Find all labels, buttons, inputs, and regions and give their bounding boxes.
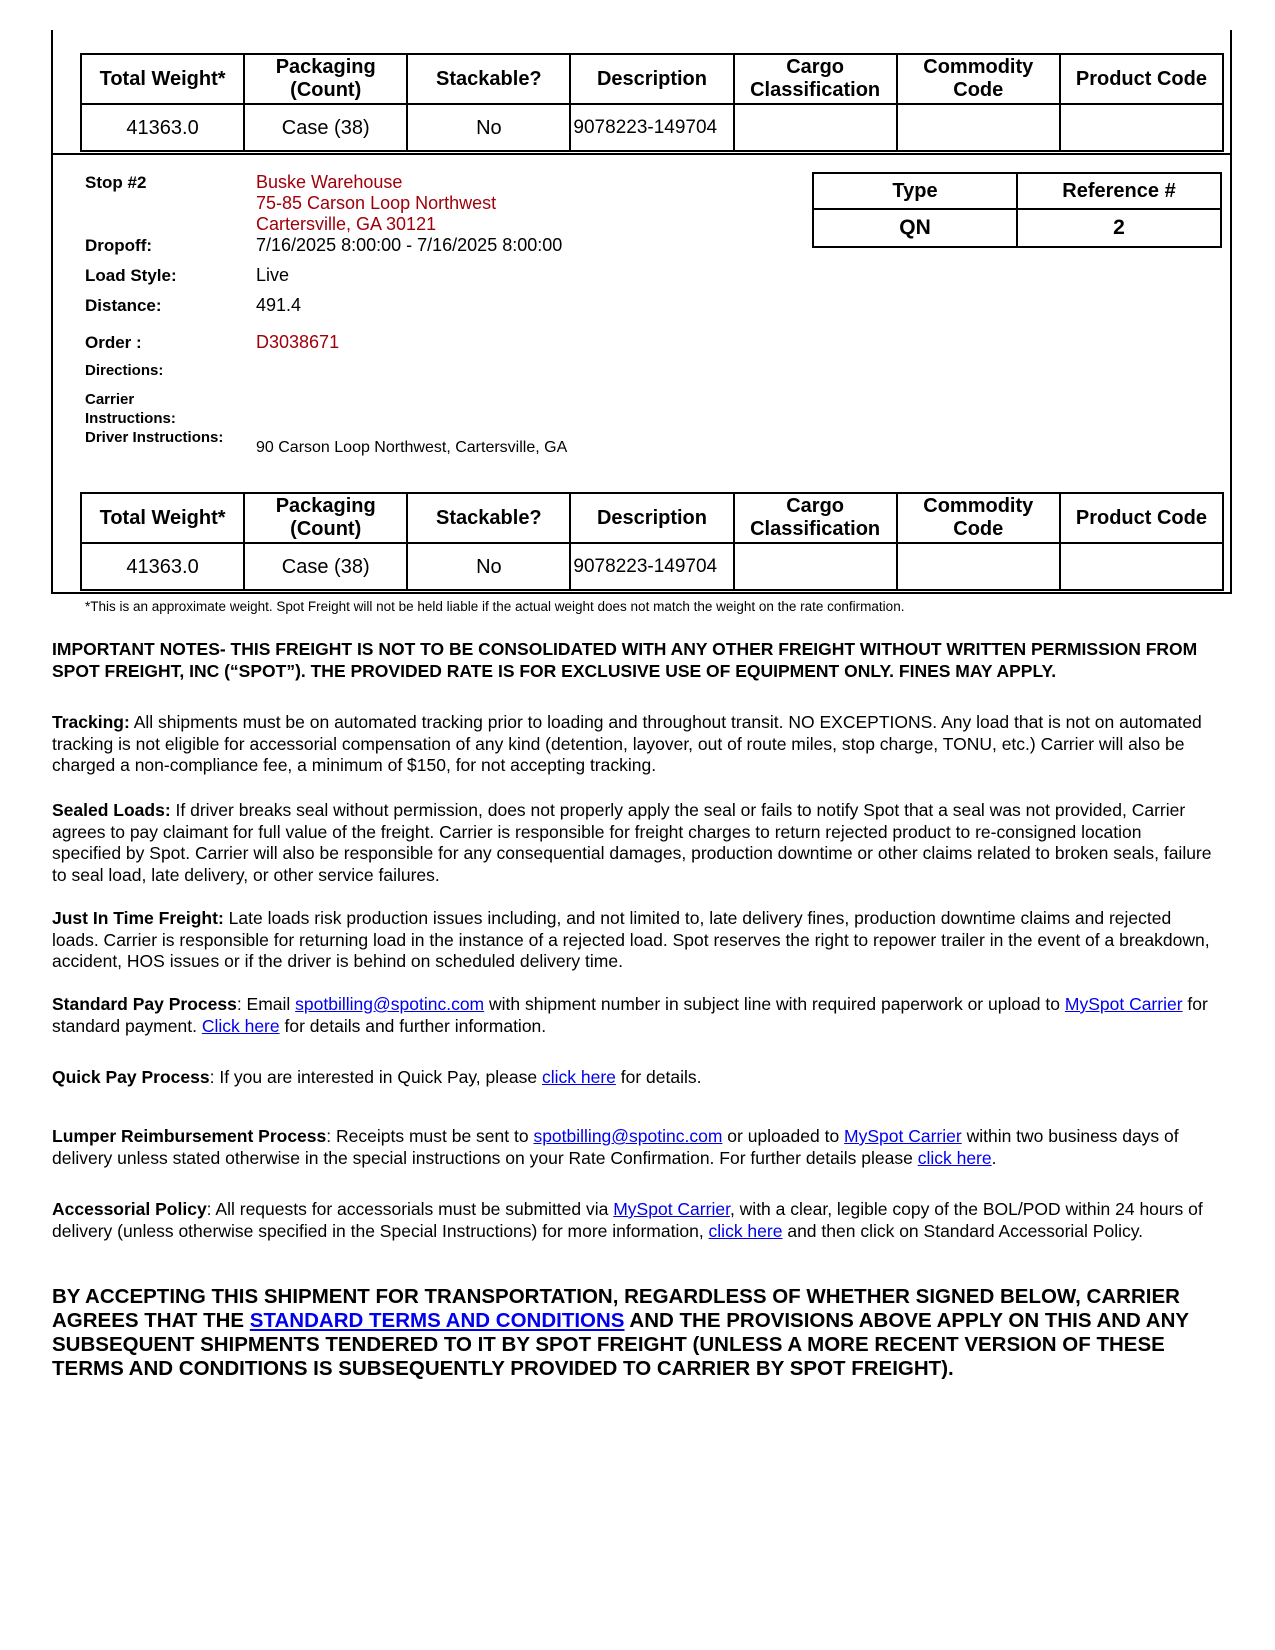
ref-type-header: Type	[813, 173, 1017, 209]
quick-pay-details-link[interactable]: click here	[541, 1067, 616, 1087]
standard-pay-details-link[interactable]: Click here	[201, 1015, 280, 1036]
cell-cargo-classification	[734, 104, 897, 151]
lumper-details-link[interactable]: click here	[917, 1147, 992, 1168]
acceptance-text: BY ACCEPTING THIS SHIPMENT FOR TRANSPORTATION, REGARDLESS OF WHETHER SIGNED BELOW, CARRIER AGREES THAT THE	[52, 1285, 1180, 1332]
driver-instructions-label: Driver Instructions:	[85, 429, 224, 446]
standard-pay-text: with shipment number in subject line with required paperwork or upload to	[484, 994, 1065, 1014]
cell-product-code	[1060, 543, 1223, 590]
accessorial-text: and then click on Standard Accessorial Policy.	[782, 1220, 1144, 1241]
cell-commodity-code	[897, 543, 1060, 590]
reference-header-row	[813, 173, 1221, 209]
table-row	[81, 543, 1223, 590]
sealed-loads-text: If driver breaks seal without permission, does not properly apply the seal or fails to notify Spot that a seal was not provided, Carrier agrees to pay claimant for full value of the freight. Carrier is responsible for freight charges to return rejected product to re-consigned location specified by Spot. Carrier will also be responsible for any consequential damages, production downtime or other claims related to broken seals, failure to seal load, late delivery, or other service failures.	[52, 800, 1212, 885]
col-description: Description	[570, 493, 733, 543]
myspot-carrier-link[interactable]: MySpot Carrier	[844, 1126, 962, 1146]
cell-cargo-classification	[734, 543, 897, 590]
myspot-carrier-link[interactable]: MySpot Carrier	[613, 1199, 730, 1219]
sealed-loads-paragraph	[52, 800, 1212, 886]
sealed-loads-label: Sealed Loads:	[52, 800, 171, 820]
dropoff-value: 7/16/2025 8:00:00 - 7/16/2025 8:00:00	[256, 235, 563, 255]
col-description: Description	[570, 54, 733, 104]
cargo-table-1	[80, 53, 1224, 152]
stop-address-line2: Cartersville, GA 30121	[256, 214, 437, 234]
section-divider-bottom	[51, 592, 1232, 594]
ref-number-header: Reference #	[1017, 173, 1221, 209]
col-packaging: Packaging (Count)	[244, 54, 407, 104]
carrier-instructions-label-2: Instructions:	[85, 410, 176, 427]
accessorial-label: Accessorial Policy	[52, 1199, 207, 1219]
cell-total-weight: 41363.0	[81, 104, 244, 151]
lumper-text: : Receipts must be sent to	[326, 1126, 534, 1146]
cell-description: 9078223-149704	[570, 543, 733, 590]
terms-conditions-link[interactable]: STANDARD TERMS AND CONDITIONS	[249, 1309, 625, 1332]
lumper-text: or uploaded to	[722, 1126, 845, 1146]
billing-email-link[interactable]: spotbilling@spotinc.com	[295, 994, 485, 1014]
col-total-weight: Total Weight*	[81, 54, 244, 104]
jit-label: Just In Time Freight:	[52, 908, 224, 928]
directions-label: Directions:	[85, 362, 164, 379]
section-divider-top	[51, 153, 1232, 155]
tracking-label: Tracking:	[52, 712, 130, 732]
dropoff-label: Dropoff:	[85, 236, 153, 255]
acceptance-text: AND THE PROVISIONS ABOVE APPLY ON THIS AND ANY SUBSEQUENT SHIPMENTS TENDERED TO IT BY SPOT FREIGHT (UNLESS A MORE RECENT VERSION OF THESE TERMS AND CONDITIONS IS SUBSEQUENTLY PROVIDED TO CARRIER BY SPOT FREIGHT).	[52, 1309, 1189, 1380]
cell-commodity-code	[897, 104, 1060, 151]
order-value: D3038671	[256, 332, 340, 352]
col-product-code: Product Code	[1060, 493, 1223, 543]
cargo-header-row	[81, 493, 1223, 543]
lumper-label: Lumper Reimbursement Process	[52, 1126, 327, 1146]
cell-total-weight: 41363.0	[81, 543, 244, 590]
cargo-table-2	[80, 492, 1224, 591]
quick-pay-text: for details.	[615, 1067, 702, 1087]
col-cargo-classification: Cargo Classification	[734, 493, 897, 543]
accessorial-text: : All requests for accessorials must be submitted via	[206, 1199, 614, 1219]
frame-right-line	[1230, 30, 1232, 594]
ref-number-value: 2	[1017, 209, 1221, 247]
col-stackable: Stackable?	[407, 493, 570, 543]
accessorial-details-link[interactable]: click here	[708, 1220, 783, 1241]
driver-instructions-value: 90 Carson Loop Northwest, Cartersville, GA	[256, 439, 568, 456]
acceptance-statement	[52, 1285, 1227, 1381]
standard-pay-paragraph	[52, 994, 1212, 1037]
accessorial-paragraph	[52, 1199, 1212, 1242]
stop-name: Buske Warehouse	[256, 172, 403, 192]
standard-pay-text: for standard payment.	[52, 994, 1208, 1036]
jit-text: Late loads risk production issues including, and not limited to, late delivery fines, production downtime claims and rejected loads. Carrier is responsible for returning load in the instance of a rejected load. Spot reserves the right to repower trailer in the event of a breakdown, accident, HOS issues or if the driver is behind on scheduled delivery time.	[52, 908, 1210, 971]
billing-email-link[interactable]: spotbilling@spotinc.com	[533, 1126, 723, 1146]
ref-type-value: QN	[813, 209, 1017, 247]
load-style-label: Load Style:	[85, 266, 177, 285]
lumper-text: .	[991, 1147, 997, 1168]
quick-pay-label: Quick Pay Process	[52, 1067, 210, 1087]
col-commodity-code: Commodity Code	[897, 493, 1060, 543]
cell-stackable: No	[407, 543, 570, 590]
important-notes: IMPORTANT NOTES- THIS FREIGHT IS NOT TO BE CONSOLIDATED WITH ANY OTHER FREIGHT WITHOUT WRITTEN PERMISSION FROM SPOT FREIGHT, INC (“SPOT”). THE PROVIDED RATE IS FOR EXCLUSIVE USE OF EQUIPMENT ONLY. FINES MAY APPLY.	[52, 639, 1198, 681]
tracking-paragraph	[52, 712, 1212, 777]
distance-label: Distance:	[85, 296, 162, 315]
stop-address-line1: 75-85 Carson Loop Northwest	[256, 193, 497, 213]
cell-description: 9078223-149704	[570, 104, 733, 151]
col-cargo-classification: Cargo Classification	[734, 54, 897, 104]
cell-stackable: No	[407, 104, 570, 151]
order-label: Order :	[85, 333, 142, 352]
table-row	[813, 209, 1221, 247]
reference-table	[812, 172, 1222, 248]
cell-packaging: Case (38)	[244, 543, 407, 590]
col-stackable: Stackable?	[407, 54, 570, 104]
accessorial-text: , with a clear, legible copy of the BOL/POD within 24 hours of delivery (unless otherwise specified in the Special Instructions) for more information,	[52, 1199, 1203, 1241]
quick-pay-paragraph	[52, 1067, 1212, 1089]
distance-value: 491.4	[256, 295, 302, 315]
weight-disclaimer: *This is an approximate weight. Spot Freight will not be held liable if the actual weight does not match the weight on the rate confirmation.	[85, 599, 905, 614]
stop-label: Stop #2	[85, 173, 147, 192]
lumper-paragraph	[52, 1126, 1212, 1169]
frame-left-line	[51, 30, 53, 154]
standard-pay-text: for details and further information.	[279, 1015, 547, 1036]
jit-paragraph	[52, 908, 1212, 973]
cargo-header-row	[81, 54, 1223, 104]
load-style-value: Live	[256, 265, 290, 285]
quick-pay-text: : If you are interested in Quick Pay, please	[209, 1067, 542, 1087]
lumper-text: within two business days of delivery unless stated otherwise in the special instructions on your Rate Confirmation. For further details please	[52, 1126, 1179, 1168]
standard-pay-label: Standard Pay Process	[52, 994, 237, 1014]
standard-pay-text: : Email	[236, 994, 296, 1014]
col-product-code: Product Code	[1060, 54, 1223, 104]
cell-packaging: Case (38)	[244, 104, 407, 151]
col-packaging: Packaging (Count)	[244, 493, 407, 543]
myspot-carrier-link[interactable]: MySpot Carrier	[1064, 994, 1183, 1014]
tracking-text: All shipments must be on automated tracking prior to loading and throughout transit. NO EXCEPTIONS. Any load that is not on automated tracking is not eligible for accessorial compensation of any kind (detention, layover, out of route miles, stop charge, TONU, etc.) Carrier will also be charged a non-compliance fee, a minimum of $150, for not accepting tracking.	[52, 712, 1202, 775]
col-commodity-code: Commodity Code	[897, 54, 1060, 104]
table-row	[81, 104, 1223, 151]
carrier-instructions-label-1: Carrier	[85, 391, 135, 408]
cell-product-code	[1060, 104, 1223, 151]
frame-left-line-2	[51, 153, 53, 594]
col-total-weight: Total Weight*	[81, 493, 244, 543]
